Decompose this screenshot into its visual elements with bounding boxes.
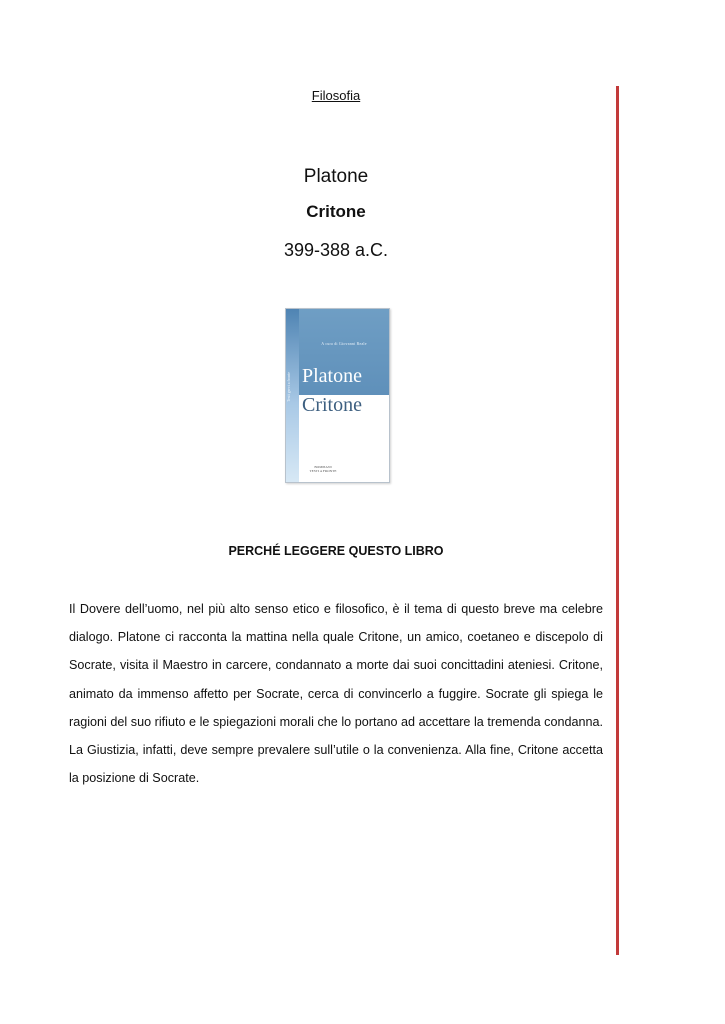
cover-publisher-line1: BOMPIANI	[314, 465, 332, 469]
book-title: Critone	[306, 202, 366, 221]
cover-title: Critone	[302, 394, 362, 416]
cover-publisher-line2: TESTI A FRONTE	[309, 469, 337, 473]
cover-editor-text: A cura di Giovanni Reale	[321, 341, 367, 346]
body-paragraph: Il Dovere dell’uomo, nel più alto senso etico e filosofico, è il tema di questo breve ma celebre dialogo. Platone ci racconta la mattina nella quale Critone, un amico, coetaneo e discepolo di Socrate, visita il Maestro in carcere, condannato a morte dai suoi concittadini ateniesi. Critone, animato da immenso affetto per Socrate, cerca di convincerlo a fuggire. Socrate gli spiega le ragioni del suo rifiuto e le spiegazioni morali che lo portano ad accettare la tremenda condanna. La Giustizia, infatti, deve sempre prevalere sull’utile o la convenienza. Alla fine, Critone accetta la posizione di Socrate.	[69, 602, 603, 786]
cover-publisher-logo	[300, 465, 346, 473]
book-dates: 399-388 a.C.	[283, 240, 389, 260]
section-heading: PERCHÉ LEGGERE QUESTO LIBRO	[228, 544, 444, 558]
category-label: Filosofia	[311, 88, 361, 103]
cover-series-text: Testi greci a fronte	[286, 371, 291, 403]
book-author: Platone	[303, 166, 369, 187]
cover-author: Platone	[302, 365, 362, 387]
book-cover	[285, 308, 390, 483]
